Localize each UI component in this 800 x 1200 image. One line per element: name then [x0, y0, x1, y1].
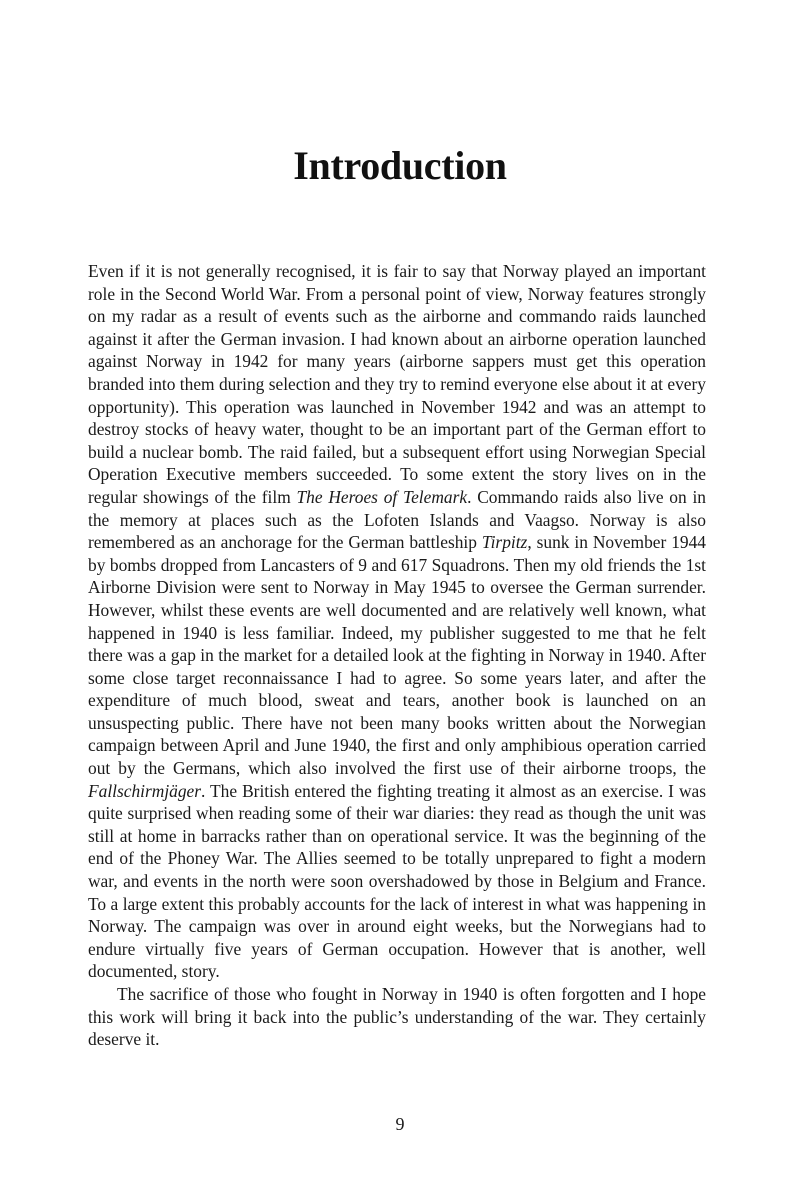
paragraph-1: [88, 260, 706, 983]
text-segment: Even if it is not generally recognised, it is fair to say that Norway played an important role in the Second World War. From a personal point of view, Norway features strongly on my radar as a result of events such as the airborne and commando raids launched against it after the German invasion. I had known about an airborne operation launched against Norway in 1942 for many years (airborne sappers must get this operation branded into them during selection and they try to remind everyone else about it at every opportunity). This operation was launched in November 1942 and was an attempt to destroy stocks of heavy water, thought to be an important part of the German effort to build a nuclear bomb. The raid failed, but a subsequent effort using Norwegian Special Operation Executive members succeeded. To some extent the story lives on in the regular showings of the film: [88, 261, 706, 507]
foreign-term: Fallschirmjäger: [88, 780, 202, 801]
chapter-title: Introduction: [293, 143, 507, 188]
ship-name: Tirpitz: [481, 532, 528, 553]
text-segment: , sunk in November 1944 by bombs dropped from Lancasters of 9 and 617 Squadrons. Then my old friends the 1st Airborne Division were sent to Norway in May 1945 to oversee the German surrender. However, whilst these events are well documented and are relatively well known, what happened in 1940 is less familiar. Indeed, my publisher suggested to me that he felt there was a gap in the market for a detailed look at the fighting in Norway in 1940. After some close target reconnaissance I had to agree. So some years later, and after the expenditure of much blood, sweat and tears, another book is launched on an unsuspecting public. There have not been many books written about the Norwegian campaign between April and June 1940, the first and only amphibious operation carried out by the Germans, which also involved the first use of their airborne troops, the: [88, 532, 706, 779]
text-segment: . The British entered the fighting treating it almost as an exercise. I was quite surprised when reading some of their war diaries: they read as though the unit was still at home in barracks rather than on operational service. It was the beginning of the end of the Phoney War. The Allies seemed to be totally unprepared to fight a modern war, and events in the north were soon overshadowed by those in Belgium and France. To a large extent this probably accounts for the lack of interest in what was happening in Norway. The campaign was over in around eight weeks, but the Norwegians had to endure virtually five years of German occupation. However that is another, well documented, story.: [88, 780, 706, 982]
chapter-body: [88, 260, 706, 1051]
text-segment: . Commando raids also live on in the memory at places such as the Lofoten Islands and Vaagso. Norway is also remembered as an anchorage for the German battleship: [88, 486, 706, 553]
page-number: 9: [395, 1114, 405, 1134]
film-title: The Heroes of Telemark: [296, 486, 468, 507]
paragraph-2: [88, 983, 706, 1051]
text-segment: The sacrifice of those who fought in Norway in 1940 is often forgotten and I hope this work will bring it back into the public’s understanding of the war. They certainly deserve it.: [88, 984, 706, 1050]
